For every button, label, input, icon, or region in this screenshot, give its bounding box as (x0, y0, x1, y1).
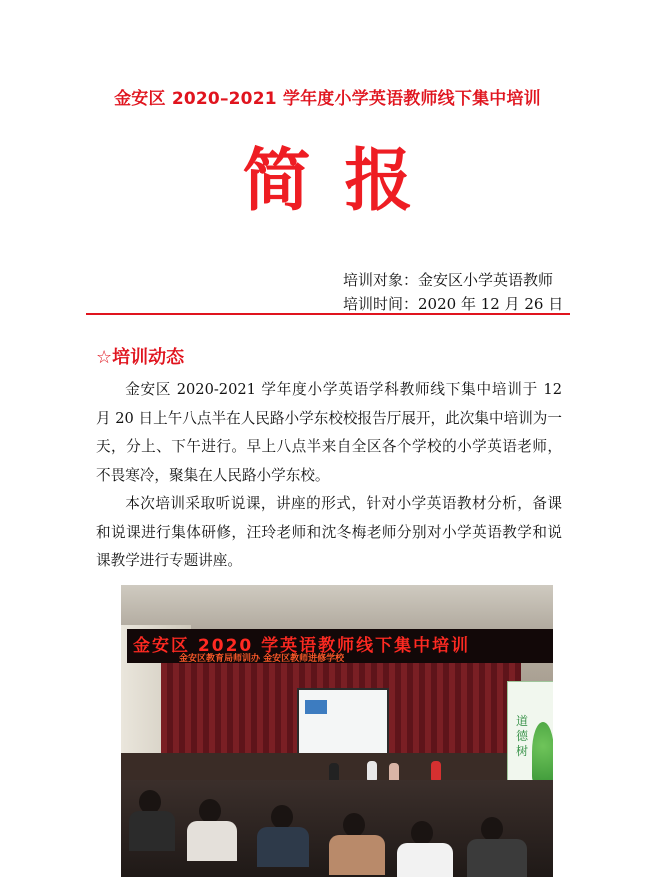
audience-head (411, 821, 433, 845)
audience-body (129, 811, 175, 851)
audience-head (343, 813, 365, 837)
paragraph-2: 本次培训采取听说课，讲座的形式，针对小学英语教材分析，备课和说课进行集体研修，汪玲老师和沈冬梅老师分别对小学英语教学和说课教学进行专题讲座。 (96, 495, 562, 569)
paragraph-1: 金安区 2020-2021 学年度小学英语学科教师线下集中培训于 12 月 20 日上午八点半在人民路小学东校校报告厅展开，此次集中培训为一天，分上、下午进行。早上八点半来自全区各个学校的小学英语老师，不畏寒冷，聚集在人民路小学东校。 (96, 381, 562, 484)
led-banner-line2: 金安区教育局师训办 金安区教师进修学校 (179, 654, 345, 664)
training-target: 培训对象：金安区小学英语教师 (343, 271, 554, 289)
audience-head (481, 817, 503, 841)
display-panel (507, 681, 553, 793)
audience-body (397, 843, 453, 877)
section-heading: ☆培训动态 (96, 347, 185, 368)
section-body (96, 376, 562, 576)
audience-head (199, 799, 221, 823)
led-banner (127, 629, 553, 663)
header-divider (86, 313, 570, 315)
audience-body (329, 835, 385, 875)
training-meta (343, 268, 563, 316)
audience-body (467, 839, 527, 877)
screen-graphic (305, 700, 327, 714)
document-main-title: 简报 (242, 142, 447, 221)
training-time: 培训时间：2020 年 12 月 26 日 (343, 295, 564, 313)
led-banner-line1: 金安区 2020 学英语教师线下集中培训 (133, 636, 471, 656)
document-header-title: 金安区 2020–2021 学年度小学英语教师线下集中培训 (114, 89, 541, 109)
display-panel-text: 道德树 (516, 714, 529, 758)
training-photo (121, 585, 553, 877)
audience-body (187, 821, 237, 861)
projector-screen (297, 688, 389, 758)
audience-body (257, 827, 309, 867)
audience-head (271, 805, 293, 829)
tree-graphic (532, 722, 553, 782)
